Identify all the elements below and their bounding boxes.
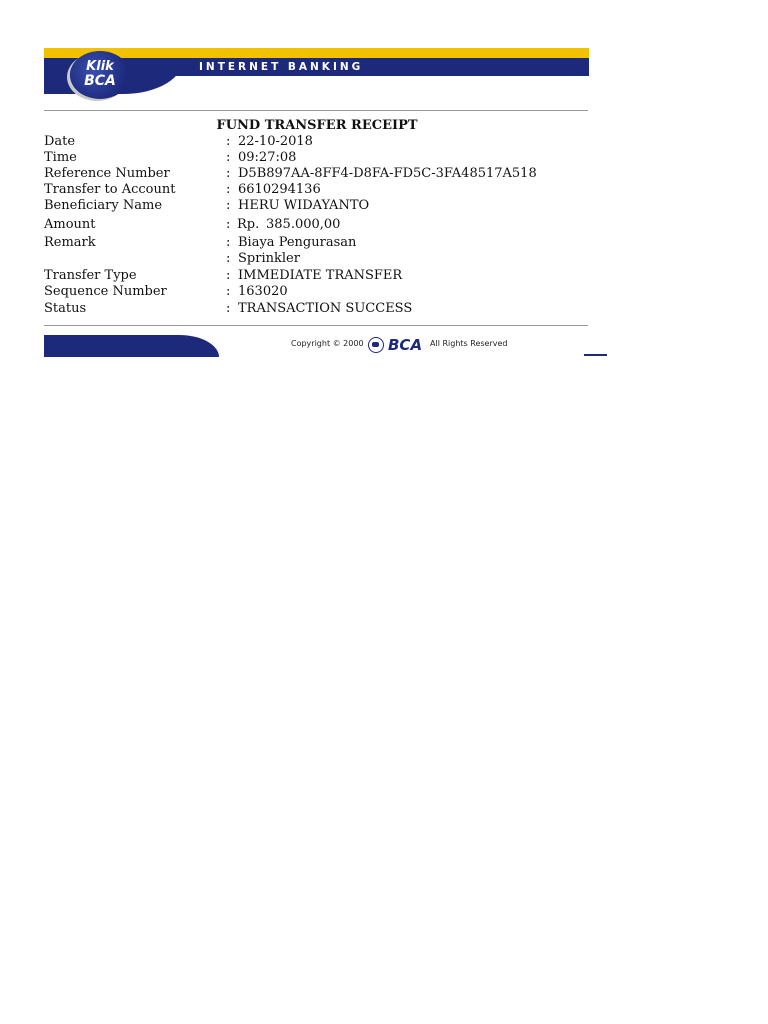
row-separator: : — [226, 150, 231, 165]
row-label: Beneficiary Name — [44, 198, 163, 213]
row-separator: : — [226, 251, 231, 266]
copyright-text: Copyright © 2000 — [291, 339, 364, 348]
row-value: Biaya Pengurasan — [238, 235, 357, 250]
footer-right-stripe — [584, 354, 607, 356]
row-value: Sprinkler — [238, 251, 300, 266]
bottom-divider — [44, 325, 588, 326]
row-label: Remark — [44, 235, 96, 250]
bca-footer-logo — [368, 336, 422, 354]
row-label: Reference Number — [44, 166, 170, 181]
row-value: 09:27:08 — [238, 150, 297, 165]
row-separator: : — [226, 134, 231, 149]
logo-line2: BCA — [84, 73, 116, 89]
row-label: Time — [44, 150, 77, 165]
bca-emblem-icon — [368, 337, 384, 353]
receipt-title: FUND TRANSFER RECEIPT — [216, 118, 418, 133]
row-separator: : — [226, 268, 231, 283]
row-value: TRANSACTION SUCCESS — [238, 301, 413, 316]
row-value: IMMEDIATE TRANSFER — [238, 268, 403, 283]
banner-title: INTERNET BANKING — [199, 61, 364, 73]
row-label: Sequence Number — [44, 284, 167, 299]
row-separator: : — [226, 217, 231, 232]
row-separator: : — [226, 235, 231, 250]
klikbca-logo — [70, 51, 130, 99]
amount-value: 385.000,00 — [266, 217, 341, 232]
row-value: 6610294136 — [238, 182, 321, 197]
row-value: HERU WIDAYANTO — [238, 198, 370, 213]
rights-text: All Rights Reserved — [430, 339, 508, 348]
row-separator: : — [226, 284, 231, 299]
bca-wordmark: BCA — [388, 336, 423, 354]
footer-blue-bar — [44, 335, 219, 357]
row-separator: : — [226, 166, 231, 181]
row-value: D5B897AA-8FF4-D8FA-FD5C-3FA48517A518 — [238, 166, 537, 181]
banner-yellow-stripe — [44, 48, 589, 58]
row-separator: : — [226, 301, 231, 316]
row-label: Status — [44, 301, 87, 316]
row-separator: : — [226, 198, 231, 213]
row-label: Amount — [44, 217, 96, 232]
row-label: Transfer Type — [44, 268, 137, 283]
row-separator: : — [226, 182, 231, 197]
amount-currency: Rp. — [237, 217, 260, 232]
row-value: 163020 — [238, 284, 288, 299]
header-banner — [44, 48, 589, 106]
logo-line1: Klik — [86, 59, 114, 74]
row-label: Transfer to Account — [44, 182, 176, 197]
row-value: 22-10-2018 — [238, 134, 313, 149]
top-divider — [44, 110, 588, 111]
row-label: Date — [44, 134, 76, 149]
